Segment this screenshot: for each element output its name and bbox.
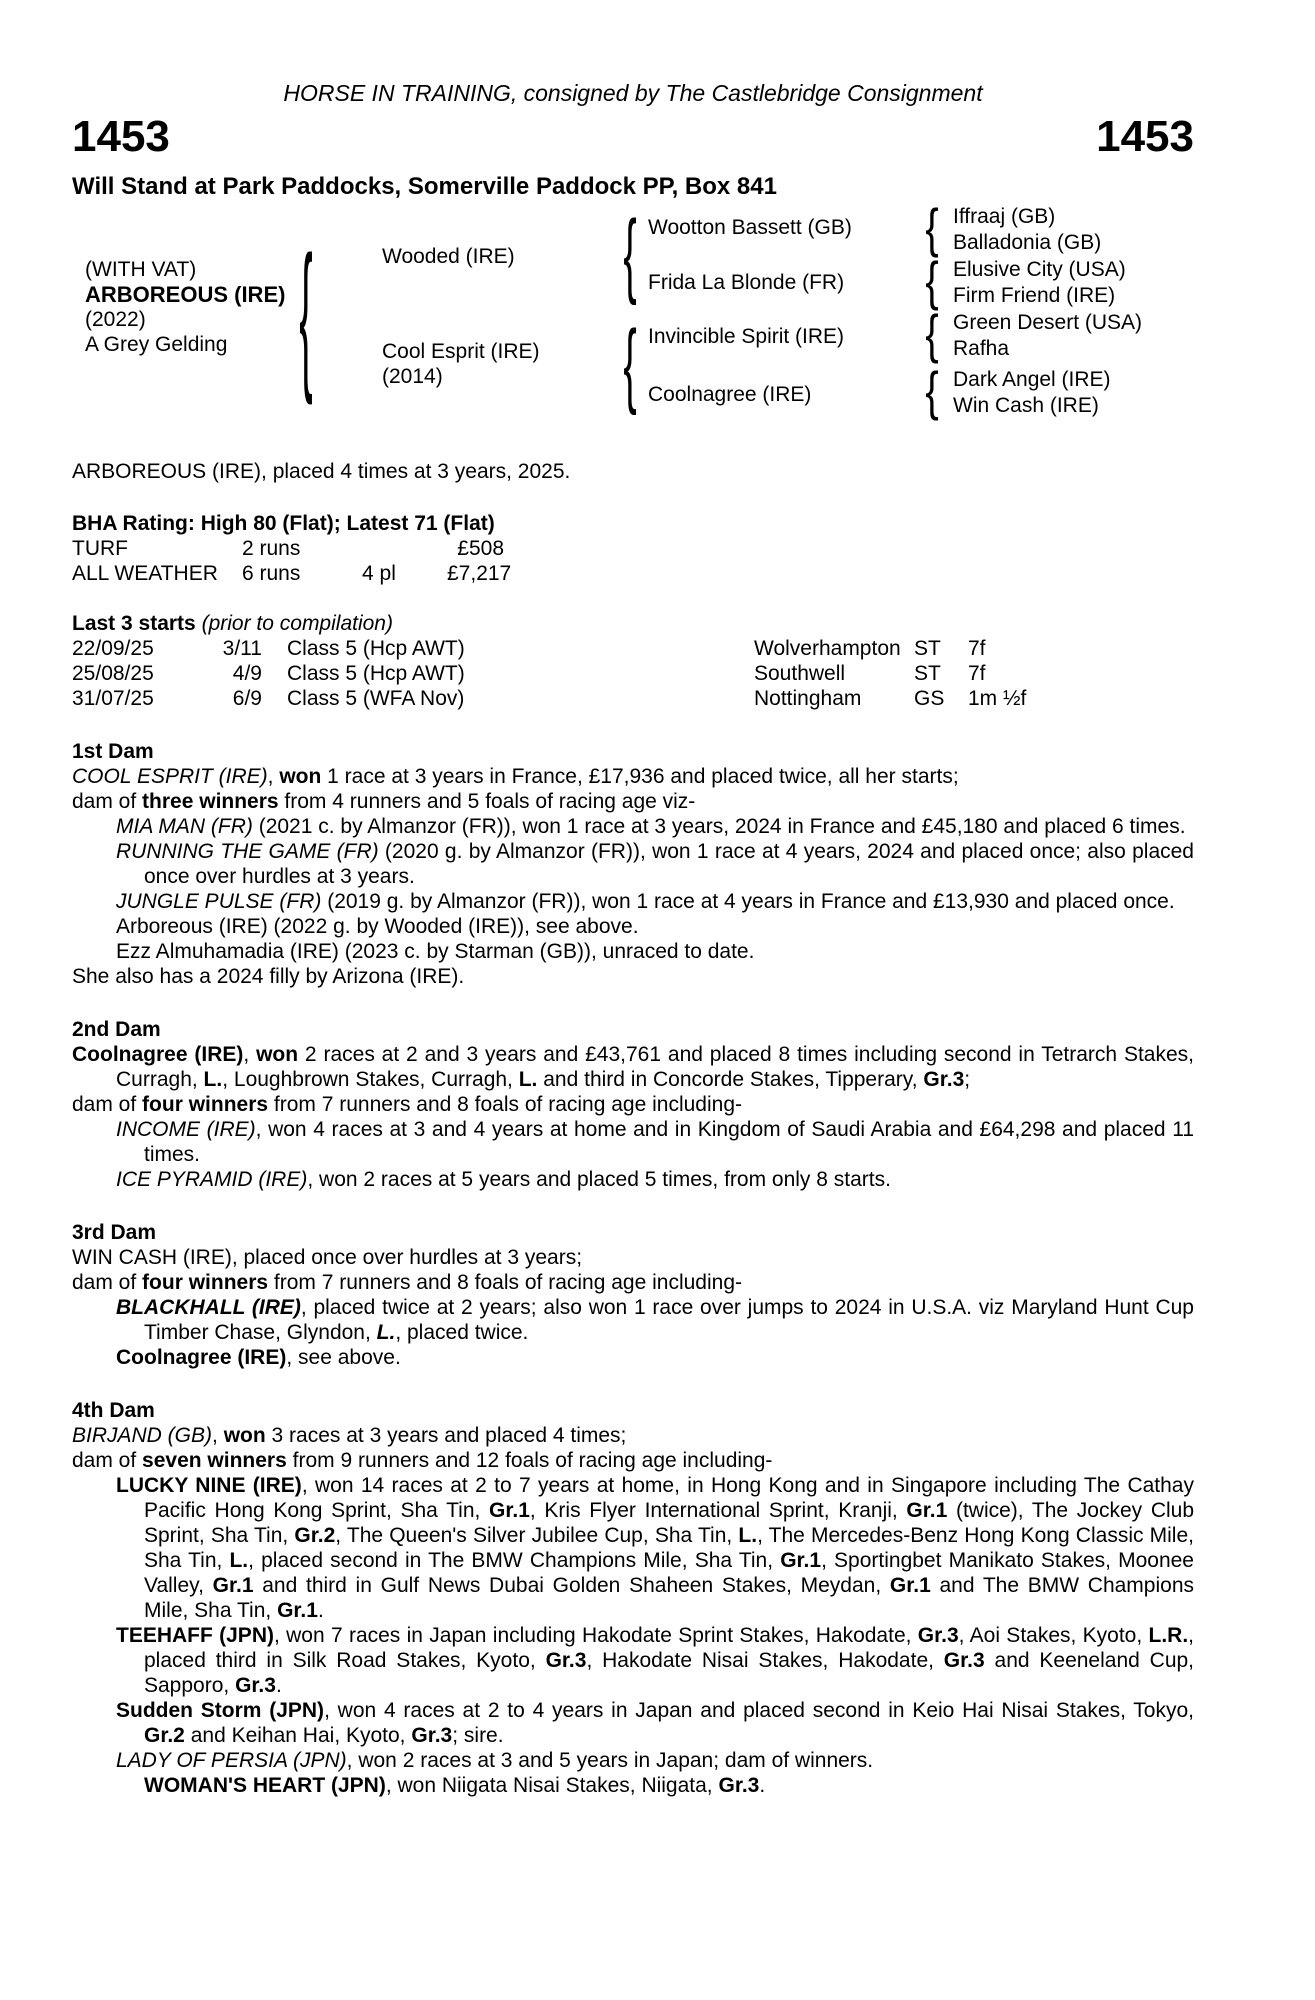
going: GS: [914, 687, 945, 710]
horse-description: A Grey Gelding: [85, 333, 228, 356]
dam-paragraph: Arboreous (IRE) (2022 g. by Wooded (IRE)), see above.: [116, 915, 639, 938]
racecourse: Nottingham: [754, 687, 862, 710]
dam-paragraph: TEEHAFF (JPN), won 7 races in Japan including Hakodate Sprint Stakes, Hakodate, Gr.3, Aoi Stakes, Kyoto, L.R., placed third in Silk Road Stakes, Kyoto, Gr.3, Hakodate Nisai Stakes, Hakodate, Gr.3 and Keeneland Cup, Sapporo, Gr.3.: [116, 1624, 1195, 1697]
granddam-name: Win Cash (IRE): [953, 394, 1099, 417]
runs-value: 6 runs: [242, 562, 301, 585]
dam-block: [382, 339, 540, 389]
dam-dam-name: Coolnagree (IRE): [648, 383, 812, 406]
grandparent-brace: [920, 257, 944, 307]
grandsire-name: Elusive City (USA): [953, 258, 1126, 281]
going: ST: [914, 662, 941, 685]
dam-paragraph: JUNGLE PULSE (FR) (2019 g. by Almanzor (FR)), won 1 race at 4 years in France and £13,930 and placed once.: [116, 890, 1175, 913]
dam-section-4: [72, 1398, 1194, 1798]
sire-sire-name: Wootton Bassett (GB): [648, 216, 852, 239]
dam-paragraph: MIA MAN (FR) (2021 c. by Almanzor (FR)), won 1 race at 3 years, 2024 in France and £45,180 and placed 6 times.: [116, 815, 1186, 838]
last-3-starts-title: Last 3 starts: [72, 612, 196, 635]
stats-row-turf: [72, 536, 1194, 561]
lot-number-right: 1453: [1096, 112, 1194, 161]
dam-name: Cool Esprit (IRE): [382, 340, 540, 363]
dam-paragraph: INCOME (IRE), won 4 races at 3 and 4 years at home and in Kingdom of Saudi Arabia and £64,298 and placed 11 times.: [116, 1118, 1195, 1166]
dam-paragraph: dam of seven winners from 9 runners and 12 foals of racing age including-: [72, 1449, 773, 1472]
granddam-name: Rafha: [953, 337, 1010, 360]
start-date: 22/09/25: [72, 637, 154, 660]
page-content: [72, 0, 1194, 1798]
dam-paragraph: Coolnagree (IRE), won 2 races at 2 and 3 years and £43,761 and placed 8 times including second in Tetrarch Stakes, Curragh, L., Loughbrown Stakes, Curragh, L. and third in Concorde Stakes, Tipperary, Gr.3;: [72, 1043, 1194, 1091]
grandparent-pair: [953, 310, 1142, 362]
distance: 7f: [968, 637, 986, 660]
dam-heading: 2nd Dam: [72, 1018, 161, 1041]
dam-heading: 1st Dam: [72, 740, 154, 763]
dam-year: (2014): [382, 365, 443, 388]
earnings-value: £508: [457, 537, 504, 560]
surface-label: ALL WEATHER: [72, 562, 218, 585]
pedigree-main-brace: [294, 241, 318, 393]
dam-section-1: [72, 739, 1194, 989]
dam-paragraph: COOL ESPRIT (IRE), won 1 race at 3 years in France, £17,936 and placed twice, all her starts;: [72, 765, 959, 788]
sire-brace: [618, 211, 642, 299]
dam-paragraph: LUCKY NINE (IRE), won 14 races at 2 to 7 years at home, in Hong Kong and in Singapore including The Cathay Pacific Hong Kong Sprint, Sha Tin, Gr.1, Kris Flyer International Sprint, Kranji, Gr.1 (twice), The Jockey Club Sprint, Sha Tin, Gr.2, The Queen's Silver Jubilee Cup, Sha Tin, L., The Mercedes-Benz Hong Kong Classic Mile, Sha Tin, L., placed second in The BMW Champions Mile, Sha Tin, Gr.1, Sportingbet Manikato Stakes, Moonee Valley, Gr.1 and third in Gulf News Dubai Golden Shaheen Stakes, Meydan, Gr.1 and The BMW Champions Mile, Sha Tin, Gr.1.: [116, 1474, 1195, 1622]
last-3-starts-heading: [72, 611, 1194, 636]
finish-position: 4/9: [232, 662, 262, 685]
dam-section-2: [72, 1017, 1194, 1192]
granddam-name: Balladonia (GB): [953, 231, 1102, 254]
dam-paragraph: dam of four winners from 7 runners and 8 foals of racing age including-: [72, 1271, 742, 1294]
placed-value: 4 pl: [362, 562, 396, 585]
dam-paragraph: Ezz Almuhamadia (IRE) (2023 c. by Starman (GB)), unraced to date.: [116, 940, 755, 963]
dam-paragraph: LADY OF PERSIA (JPN), won 2 races at 3 and 5 years in Japan; dam of winners.: [116, 1749, 874, 1772]
dam-paragraph: She also has a 2024 filly by Arizona (IRE).: [72, 965, 465, 988]
horse-info-block: [85, 257, 285, 357]
race-class: Class 5 (Hcp AWT): [287, 637, 465, 660]
race-summary: ARBOREOUS (IRE), placed 4 times at 3 years, 2025.: [72, 460, 571, 483]
start-row: [72, 661, 1194, 686]
distance: 1m ½f: [968, 687, 1027, 710]
dam-paragraph: WOMAN'S HEART (JPN), won Niigata Nisai Stakes, Niigata, Gr.3.: [144, 1774, 766, 1797]
vat-note: (WITH VAT): [85, 258, 197, 281]
racecourse: Wolverhampton: [754, 637, 901, 660]
placed-value: [362, 536, 447, 561]
dam-paragraph: BIRJAND (GB), won 3 races at 3 years and placed 4 times;: [72, 1424, 627, 1447]
start-date: 25/08/25: [72, 662, 154, 685]
race-class: Class 5 (Hcp AWT): [287, 662, 465, 685]
lot-number-row: [72, 112, 1194, 161]
dam-sections: [72, 739, 1194, 1798]
start-row: [72, 686, 1194, 711]
earnings-value: £7,217: [447, 562, 512, 585]
dam-paragraph: RUNNING THE GAME (FR) (2020 g. by Almanzor (FR)), won 1 race at 4 years, 2024 and placed once; also placed once over hurdles at 3 years.: [116, 840, 1194, 888]
lot-number-left: 1453: [72, 112, 170, 161]
grandparent-brace: [920, 310, 944, 360]
last-3-starts-table: [72, 636, 1194, 711]
stand-location: Will Stand at Park Paddocks, Somerville Paddock PP, Box 841: [72, 173, 777, 200]
finish-position: 6/9: [232, 687, 262, 710]
race-class: Class 5 (WFA Nov): [287, 687, 465, 710]
foal-year: (2022): [85, 308, 146, 331]
granddam-name: Firm Friend (IRE): [953, 284, 1116, 307]
dam-section-3: [72, 1220, 1194, 1370]
finish-position: 3/11: [222, 637, 262, 660]
pedigree-chart: [72, 201, 1194, 433]
race-stats-table: [72, 536, 1194, 586]
dam-heading: 3rd Dam: [72, 1221, 157, 1244]
dam-brace: [618, 321, 642, 409]
grandparent-brace: [920, 367, 944, 417]
grandsire-name: Green Desert (USA): [953, 311, 1143, 334]
last-3-starts-note: (prior to compilation): [201, 612, 393, 635]
grandsire-name: Dark Angel (IRE): [953, 368, 1111, 391]
dam-paragraph: BLACKHALL (IRE), placed twice at 2 years; also won 1 race over jumps to 2024 in U.S.A. viz Maryland Hunt Cup Timber Chase, Glyndon, L., placed twice.: [116, 1296, 1194, 1344]
grandparent-pair: [953, 257, 1126, 309]
stats-row-all-weather: [72, 561, 1194, 586]
surface-label: TURF: [72, 537, 128, 560]
dam-sire-name: Invincible Spirit (IRE): [648, 325, 845, 348]
grandparent-brace: [920, 204, 944, 254]
sire-name: Wooded (IRE): [382, 245, 515, 268]
bha-rating: BHA Rating: High 80 (Flat); Latest 71 (Flat): [72, 512, 495, 535]
dam-heading: 4th Dam: [72, 1399, 155, 1422]
dam-paragraph: ICE PYRAMID (IRE), won 2 races at 5 years and placed 5 times, from only 8 starts.: [116, 1168, 891, 1191]
sire-dam-name: Frida La Blonde (FR): [648, 271, 845, 294]
dam-paragraph: dam of four winners from 7 runners and 8 foals of racing age including-: [72, 1093, 742, 1116]
start-row: [72, 636, 1194, 661]
consignment-header: HORSE IN TRAINING, consigned by The Castlebridge Consignment: [283, 80, 983, 106]
runs-value: 2 runs: [242, 537, 301, 560]
distance: 7f: [968, 662, 986, 685]
grandsire-name: Iffraaj (GB): [953, 205, 1056, 228]
dam-paragraph: dam of three winners from 4 runners and 5 foals of racing age viz-: [72, 790, 696, 813]
dam-paragraph: Coolnagree (IRE), see above.: [116, 1346, 401, 1369]
dam-paragraph: WIN CASH (IRE), placed once over hurdles at 3 years;: [72, 1246, 583, 1269]
grandparent-pair: [953, 204, 1101, 256]
start-date: 31/07/25: [72, 687, 154, 710]
racecourse: Southwell: [754, 662, 846, 685]
grandparent-pair: [953, 367, 1111, 419]
horse-name: ARBOREOUS (IRE): [85, 282, 286, 307]
dam-paragraph: Sudden Storm (JPN), won 4 races at 2 to 4 years in Japan and placed second in Keio Hai Nisai Stakes, Tokyo, Gr.2 and Keihan Hai, Kyoto, Gr.3; sire.: [116, 1699, 1194, 1747]
going: ST: [914, 637, 941, 660]
